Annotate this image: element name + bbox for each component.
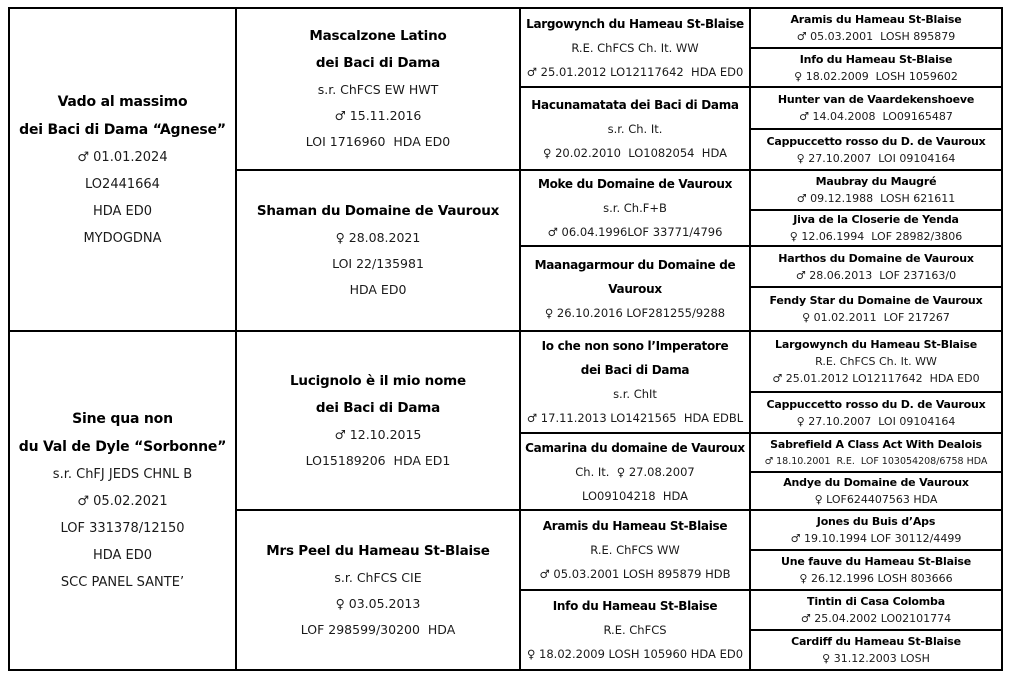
dog-name-line: dei Baci di Dama [580,363,690,377]
dog-name-line: Shaman du Domaine de Vauroux [256,203,500,219]
dog-detail-line: ♀ 31.12.2003 LOSH [822,652,930,665]
dog-detail-line: MYDOGDNA [83,230,162,246]
great-grandparent-cell [751,473,1001,509]
dog-detail-line: ♂ 15.11.2016 [334,108,422,123]
great-grandparent-cell [751,88,1001,128]
dog-name-line: Moke du Domaine de Vauroux [537,177,733,191]
dog-name-line: Largowynch du Hameau St-Blaise [526,16,744,31]
parent-cell [237,332,519,509]
dog-detail-line: ♀ 18.02.2009 LOSH 1059602 [794,69,958,83]
dog-detail-line: ♀ 26.12.1996 LOSH 803666 [799,572,953,585]
dog-detail-line: s.r. Ch.F+B [603,201,667,215]
grandparent-cell [521,171,749,245]
dog-name-line: Lucignolo è il mio nome [290,372,466,389]
grandparent-cell [521,88,749,169]
dog-name-line: Harthos du Domaine de Vauroux [778,251,974,265]
dog-detail-line: ♀ 12.06.1994 LOF 28982/3806 [789,230,963,243]
great-grandparent-cell [751,211,1001,245]
dog-name-line: Io che non sono l’Imperatore [541,339,729,353]
dog-name-line: Hacunamatata dei Baci di Dama [531,97,739,112]
grandparent-cell [521,9,749,86]
dog-name-line: Mrs Peel du Hameau St-Blaise [266,542,490,559]
great-grandparent-cell [751,288,1001,330]
dog-name-line: Vado al massimo [57,93,188,110]
dog-detail-line: ♂ 18.10.2001 R.E. LOF 103054208/6758 HDA [764,455,988,467]
great-grandparent-cell [751,393,1001,432]
dog-detail-line: LO09104218 HDA [581,488,689,503]
dog-name-line: Mascalzone Latino [309,28,447,44]
great-grandparent-cell [751,9,1001,47]
pedigree-table [8,7,1003,671]
dog-name-line: Jiva de la Closerie de Yenda [793,213,959,226]
dog-detail-line: ♂ 05.02.2021 [77,494,168,509]
dog-detail-line: HDA ED0 [349,282,407,297]
dog-detail-line: ♀ 03.05.2013 [335,595,421,611]
dog-name-line: dei Baci di Dama [315,55,441,71]
dog-detail-line: ♂ 05.03.2001 LOSH 895879 [796,30,956,43]
dog-name-line: Info du Hameau St-Blaise [552,599,718,613]
dog-name-line: Cappuccetto rosso du D. de Vauroux [766,134,986,148]
dog-name-line: Cardiff du Hameau St-Blaise [791,635,961,648]
dog-detail-line: ♀ 01.02.2011 LOF 217267 [802,311,950,324]
great-grandparent-cell [751,631,1001,669]
dog-name-line: Aramis du Hameau St-Blaise [790,13,962,26]
dog-detail-line: ♀ 28.08.2021 [335,230,421,245]
dog-detail-line: HDA ED0 [92,548,153,563]
dog-detail-line: SCC PANEL SANTE’ [60,575,185,590]
dog-name-line: Hunter van de Vaardekenshoeve [777,93,975,106]
dog-name-line: Andye du Domaine de Vauroux [783,476,969,489]
dog-name-line: Aramis du Hameau St-Blaise [542,519,728,533]
dog-name-line: du Val de Dyle “Sorbonne” [18,439,227,455]
dog-detail-line: ♀ 20.02.2010 LO1082054 HDA [543,145,727,160]
dog-detail-line: LOF 298599/30200 HDA [300,621,456,637]
dog-detail-line: LOF 331378/12150 [60,521,185,536]
great-grandparent-cell [751,247,1001,286]
dog-name-line: dei Baci di Dama “Agnese” [19,121,226,138]
dog-detail-line: LO2441664 [85,176,160,192]
dog-name-line: Info du Hameau St-Blaise [799,52,953,66]
great-grandparent-cell [751,511,1001,549]
dog-detail-line: R.E. ChFCS Ch. It. WW [571,40,699,55]
dog-detail-line: ♂ 25.04.2002 LO02101774 [800,612,952,625]
grandparent-cell [521,434,749,509]
dog-name-line: Camarina du domaine de Vauroux [525,440,745,455]
grandparent-cell [521,591,749,669]
dog-detail-line: ♀ 18.02.2009 LOSH 105960 HDA ED0 [526,647,744,661]
dog-name-line: Une fauve du Hameau St-Blaise [780,555,972,568]
parent-cell [237,171,519,330]
grandparent-cell [521,332,749,432]
dog-name-line: Maanagarmour du Domaine de [534,257,736,272]
dog-detail-line: ♂ 09.12.1988 LOSH 621611 [796,192,956,205]
dog-detail-line: LOI 1716960 HDA ED0 [305,134,451,149]
parent-cell [237,9,519,169]
dog-name-line: Sabrefield A Class Act With Dealois [770,437,982,451]
dog-detail-line: s.r. ChFJ JEDS CHNL B [52,467,193,482]
dog-name-line: Jones du Buis d’Aps [816,515,936,528]
subject-cell-sire [10,9,235,330]
dog-detail-line: ♀ 26.10.2016 LOF281255/9288 [544,305,726,320]
dog-name-line: Largowynch du Hameau St-Blaise [775,338,977,351]
dog-detail-line: ♂ 19.10.1994 LOF 30112/4499 [790,532,962,545]
great-grandparent-cell [751,434,1001,471]
great-grandparent-cell [751,171,1001,209]
dog-detail-line: ♂ 05.03.2001 LOSH 895879 HDB [539,567,731,581]
dog-detail-line: s.r. ChIt [613,387,657,401]
dog-detail-line: ♀ LOF624407563 HDA [814,493,938,506]
dog-detail-line: Ch. It. ♀ 27.08.2007 [575,464,695,479]
great-grandparent-cell [751,551,1001,589]
great-grandparent-cell [751,332,1001,391]
dog-detail-line: ♂ 12.10.2015 [334,426,422,442]
dog-detail-line: R.E. ChFCS WW [590,543,680,557]
dog-detail-line: LOI 22/135981 [332,256,424,271]
parent-cell [237,511,519,669]
dog-detail-line: ♂ 06.04.1996LOF 33771/4796 [547,225,723,239]
great-grandparent-cell [751,49,1001,86]
dog-detail-line: ♀ 27.10.2007 LOI 09104164 [796,414,956,428]
dog-detail-line: ♂ 14.04.2008 LO09165487 [799,110,953,123]
grandparent-cell [521,511,749,589]
dog-name-line: Maubray du Maugré [815,175,937,188]
great-grandparent-cell [751,130,1001,169]
dog-name-line: Tintin di Casa Colomba [807,595,945,608]
dog-detail-line: HDA ED0 [92,203,153,219]
dog-detail-line: s.r. ChFCS EW HWT [317,82,439,97]
dog-detail-line: ♂ 17.11.2013 LO1421565 HDA EDBL [526,411,744,425]
dog-name-line: Fendy Star du Domaine de Vauroux [769,294,983,307]
dog-detail-line: LO15189206 HDA ED1 [305,452,451,468]
dog-detail-line: R.E. ChFCS Ch. It. WW [815,355,937,368]
subject-cell-dam [10,332,235,669]
great-grandparent-cell [751,591,1001,629]
dog-detail-line: s.r. Ch. It. [607,121,663,136]
dog-detail-line: R.E. ChFCS [603,623,667,637]
dog-detail-line: ♂ 01.01.2024 [77,149,168,165]
dog-detail-line: ♀ 27.10.2007 LOI 09104164 [796,151,956,165]
dog-name-line: Sine qua non [72,411,173,427]
dog-name-line: Vauroux [608,281,662,296]
dog-detail-line: ♂ 28.06.2013 LOF 237163/0 [795,268,957,282]
dog-detail-line: s.r. ChFCS CIE [334,569,422,585]
grandparent-cell [521,247,749,330]
dog-detail-line: ♂ 25.01.2012 LO12117642 HDA ED0 [526,64,744,79]
dog-name-line: dei Baci di Dama [315,399,441,416]
dog-name-line: Cappuccetto rosso du D. de Vauroux [766,397,986,411]
dog-detail-line: ♂ 25.01.2012 LO12117642 HDA ED0 [772,372,980,385]
